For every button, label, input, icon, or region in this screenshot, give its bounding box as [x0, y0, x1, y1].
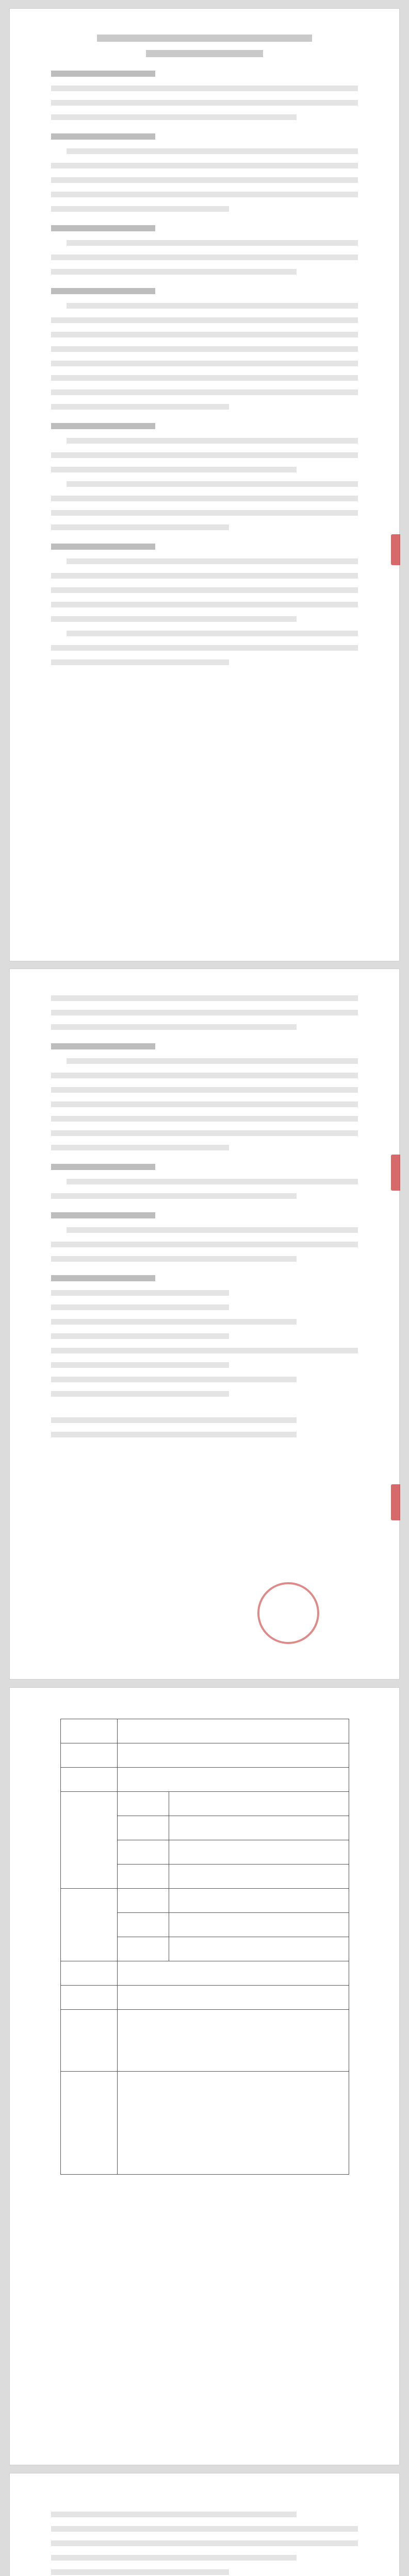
seal-fragment: [391, 534, 400, 565]
introduction-letter-page: [9, 2473, 400, 2576]
sub-label: [117, 1792, 169, 1816]
form-field[interactable]: [169, 1937, 349, 1961]
section-heading: [51, 288, 155, 294]
registration-table: [60, 1719, 349, 2175]
form-field[interactable]: [169, 1840, 349, 1865]
row-label: [60, 1889, 117, 1961]
form-field[interactable]: [117, 1743, 349, 1768]
announcement-page-2: [9, 969, 400, 1680]
sub-label: [117, 1816, 169, 1840]
sub-label: [117, 1889, 169, 1913]
row-label: [60, 1961, 117, 1986]
form-field[interactable]: [169, 1816, 349, 1840]
seal-fragment: [391, 1155, 400, 1191]
section-heading: [51, 1275, 155, 1281]
row-label: [60, 2072, 117, 2175]
announcement-title: [97, 35, 312, 42]
row-label: [60, 1743, 117, 1768]
section-heading: [51, 423, 155, 429]
form-field[interactable]: [117, 1961, 349, 1986]
form-field[interactable]: [169, 1913, 349, 1937]
seal-fragment: [391, 1484, 400, 1520]
form-field[interactable]: [169, 1792, 349, 1816]
section-heading: [51, 1043, 155, 1049]
section-heading: [51, 225, 155, 231]
form-field[interactable]: [117, 2072, 349, 2175]
row-label: [60, 1768, 117, 1792]
registration-form-page: [9, 1687, 400, 2465]
section-heading: [51, 1164, 155, 1170]
sub-label: [117, 1840, 169, 1865]
form-field[interactable]: [169, 1865, 349, 1889]
row-label: [60, 1986, 117, 2010]
form-field[interactable]: [117, 1768, 349, 1792]
row-label: [60, 1719, 117, 1743]
form-field[interactable]: [169, 1889, 349, 1913]
section-heading: [51, 71, 155, 77]
announcement-page-1: [9, 8, 400, 961]
row-label: [60, 1792, 117, 1889]
announcement-subtitle: [146, 50, 263, 57]
official-seal: [257, 1582, 319, 1644]
section-heading: [51, 133, 155, 140]
form-field[interactable]: [117, 2010, 349, 2072]
form-field[interactable]: [117, 1719, 349, 1743]
section-heading: [51, 1212, 155, 1218]
section-heading: [51, 544, 155, 550]
sub-label: [117, 1865, 169, 1889]
form-field[interactable]: [117, 1986, 349, 2010]
row-label: [60, 2010, 117, 2072]
sub-label: [117, 1913, 169, 1937]
sub-label: [117, 1937, 169, 1961]
